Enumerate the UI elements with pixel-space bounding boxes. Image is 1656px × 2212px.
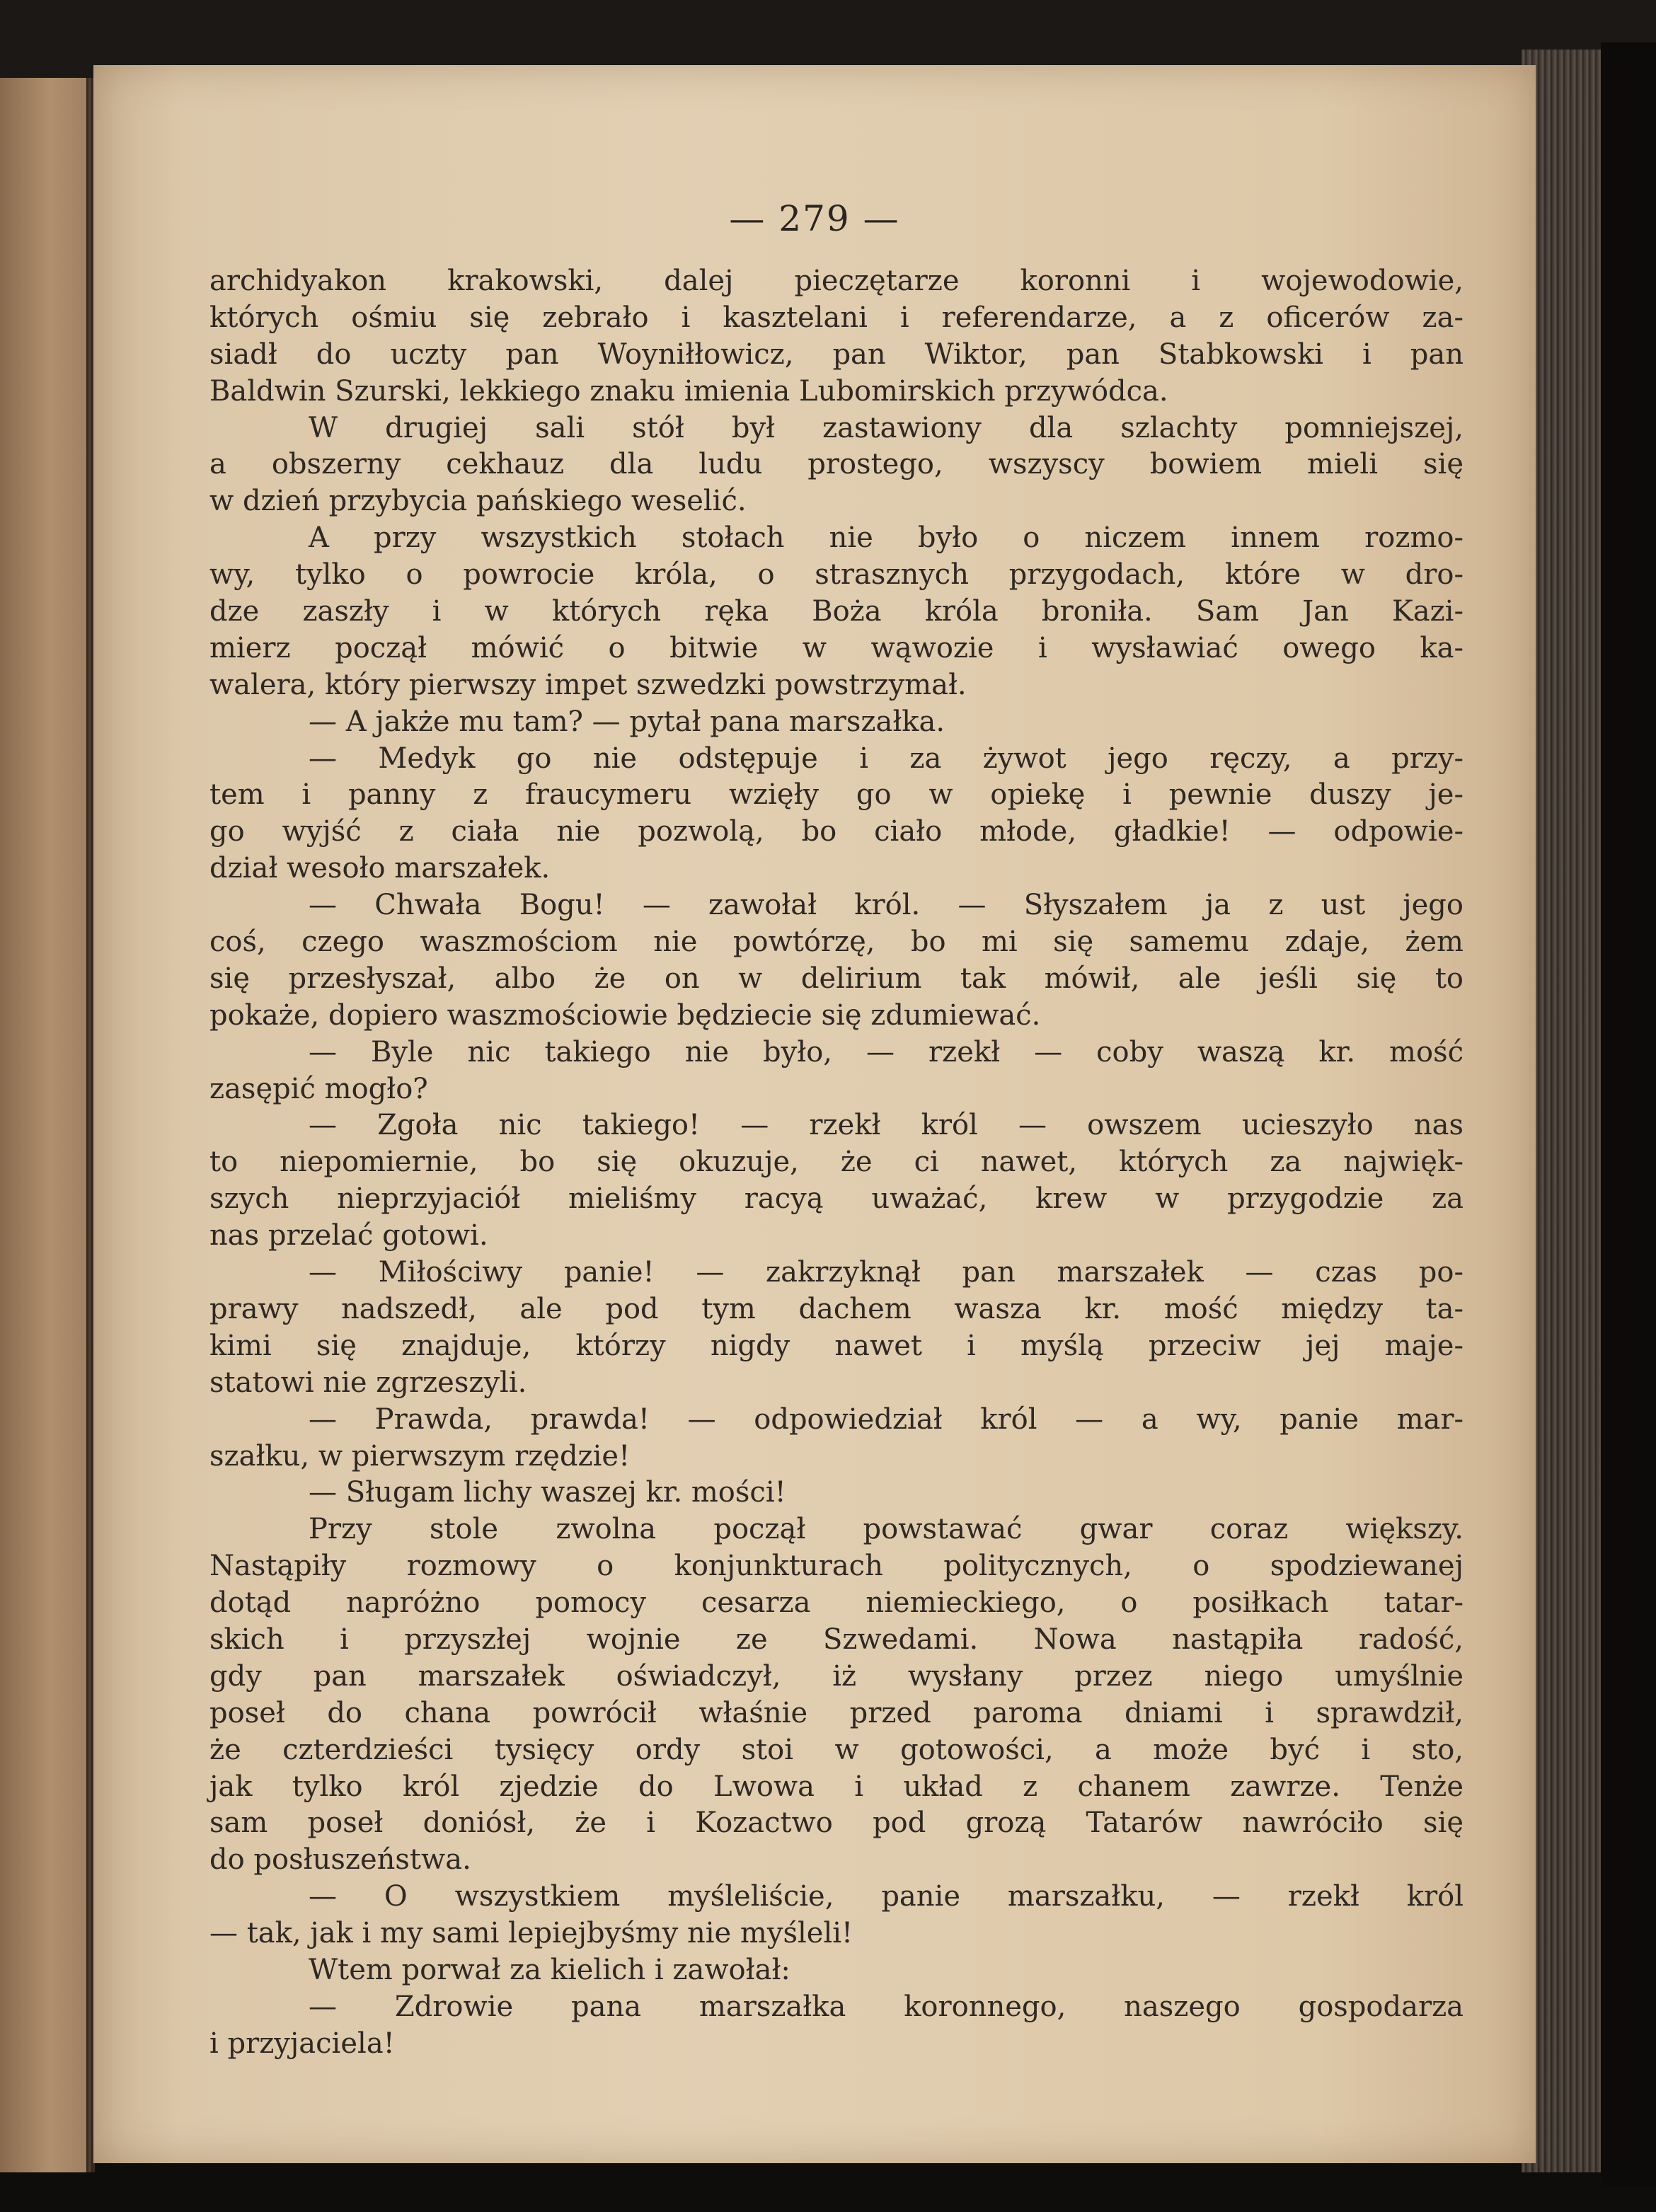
text-line: skich i przyszłej wojnie ze Szwedami. Nowa nastąpiła radość, (209, 1623, 1464, 1656)
text-line: statowi nie zgrzeszyli. (209, 1366, 527, 1399)
text-line: nas przelać gotowi. (209, 1219, 488, 1252)
text-line: których ośmiu się zebrało i kasztelani i referendarze, a z oficerów za- (209, 301, 1464, 334)
text-line: — Byle nic takiego nie było, — rzekł — coby waszą kr. mość (309, 1035, 1464, 1068)
left-page-edge (0, 78, 95, 2172)
text-line: dział wesoło marszałek. (209, 852, 551, 885)
text-line: archidyakon krakowski, dalej pieczętarze koronni i wojewodowie, (209, 265, 1464, 297)
page-number: — 279 — (729, 198, 900, 239)
text-line: i przyjaciela! (209, 2027, 395, 2060)
text-line: go wyjść z ciała nie pozwolą, bo ciało młode, gładkie! — odpowie- (209, 815, 1464, 848)
text-line: mierz począł mówić o bitwie w wąwozie i wysławiać owego ka- (209, 631, 1464, 664)
text-line: — tak, jak i my sami lepiejbyśmy nie myśleli! (209, 1917, 853, 1950)
text-line: kimi się znajduje, którzy nigdy nawet i myślą przeciw jej maje- (209, 1329, 1464, 1362)
text-line: to niepomiernie, bo się okuzuje, że ci nawet, których za najwięk- (209, 1146, 1464, 1179)
text-line: że czterdzieści tysięcy ordy stoi w gotowości, a może być i sto, (209, 1733, 1464, 1766)
text-line: — Zdrowie pana marszałka koronnego, naszego gospodarza (309, 1990, 1464, 2023)
text-line: wy, tylko o powrocie króla, o strasznych przygodach, które w dro- (209, 558, 1464, 592)
text-line: — Chwała Bogu! — zawołał król. — Słyszałem ja z ust jego (309, 889, 1464, 922)
text-line: — Miłościwy panie! — zakrzyknął pan marszałek — czas po- (309, 1256, 1464, 1289)
text-line: Baldwin Szurski, lekkiego znaku imienia Lubomirskich przywódca. (209, 374, 1168, 408)
book-page (93, 65, 1536, 2163)
text-line: W drugiej sali stół był zastawiony dla szlachty pomniejszej, (309, 411, 1464, 444)
text-line: jak tylko król zjedzie do Lwowa i układ z chanem zawrze. Tenże (209, 1770, 1464, 1803)
text-line: gdy pan marszałek oświadczył, iż wysłany przez niego umyślnie (209, 1659, 1464, 1693)
text-line: siadł do uczty pan Woyniłłowicz, pan Wiktor, pan Stabkowski i pan (209, 338, 1464, 371)
book-cover-edge (1601, 42, 1656, 2187)
text-line: dze zaszły i w których ręka Boża króla broniła. Sam Jan Kazi- (209, 595, 1464, 628)
text-line: Wtem porwał za kielich i zawołał: (309, 1953, 790, 1986)
text-line: sam poseł doniósł, że i Kozactwo pod grozą Tatarów nawróciło się (209, 1807, 1464, 1840)
text-line: — A jakże mu tam? — pytał pana marszałka. (309, 705, 945, 738)
text-line: w dzień przybycia pańskiego weselić. (209, 485, 747, 518)
text-line: walera, który pierwszy impet szwedzki powstrzymał. (209, 668, 967, 701)
text-line: się przesłyszał, albo że on w delirium tak mówił, ale jeśli się to (209, 962, 1464, 995)
text-line: A przy wszystkich stołach nie było o niczem innem rozmo- (309, 522, 1464, 555)
text-line: — Medyk go nie odstępuje i za żywot jego ręczy, a przy- (309, 742, 1464, 775)
text-line: — Sługam lichy waszej kr. mości! (309, 1476, 786, 1509)
text-line: pokaże, dopiero waszmościowie będziecie się zdumiewać. (209, 998, 1041, 1032)
text-line: do posłuszeństwa. (209, 1843, 471, 1877)
text-line: prawy nadszedł, ale pod tym dachem wasza kr. mość między ta- (209, 1292, 1464, 1325)
text-line: Przy stole zwolna począł powstawać gwar coraz większy. (309, 1513, 1464, 1546)
text-line: poseł do chana powrócił właśnie przed paroma dniami i sprawdził, (209, 1696, 1464, 1729)
text-line: — Zgoła nic takiego! — rzekł król — owszem ucieszyło nas (309, 1109, 1464, 1142)
text-line: Nastąpiły rozmowy o konjunkturach politycznych, o spodziewanej (209, 1550, 1464, 1583)
text-line: coś, czego waszmościom nie powtórzę, bo mi się samemu zdaje, żem (209, 926, 1464, 959)
text-line: dotąd napróżno pomocy cesarza niemieckiego, o posiłkach tatar- (209, 1586, 1464, 1620)
body-text (209, 263, 1464, 2063)
text-line: szych nieprzyjaciół mieliśmy racyą uważać, krew w przygodzie za (209, 1182, 1464, 1216)
text-line: zasępić mogło? (209, 1072, 428, 1105)
text-line: a obszerny cekhauz dla ludu prostego, wszyscy bowiem mieli się (209, 448, 1464, 481)
text-line: tem i panny z fraucymeru wzięły go w opiekę i pewnie duszy je- (209, 778, 1464, 812)
text-line: szałku, w pierwszym rzędzie! (209, 1439, 631, 1473)
text-line: — O wszystkiem myśleliście, panie marszałku, — rzekł król (309, 1880, 1464, 1913)
text-line: — Prawda, prawda! — odpowiedział król — a wy, panie mar- (309, 1402, 1464, 1436)
